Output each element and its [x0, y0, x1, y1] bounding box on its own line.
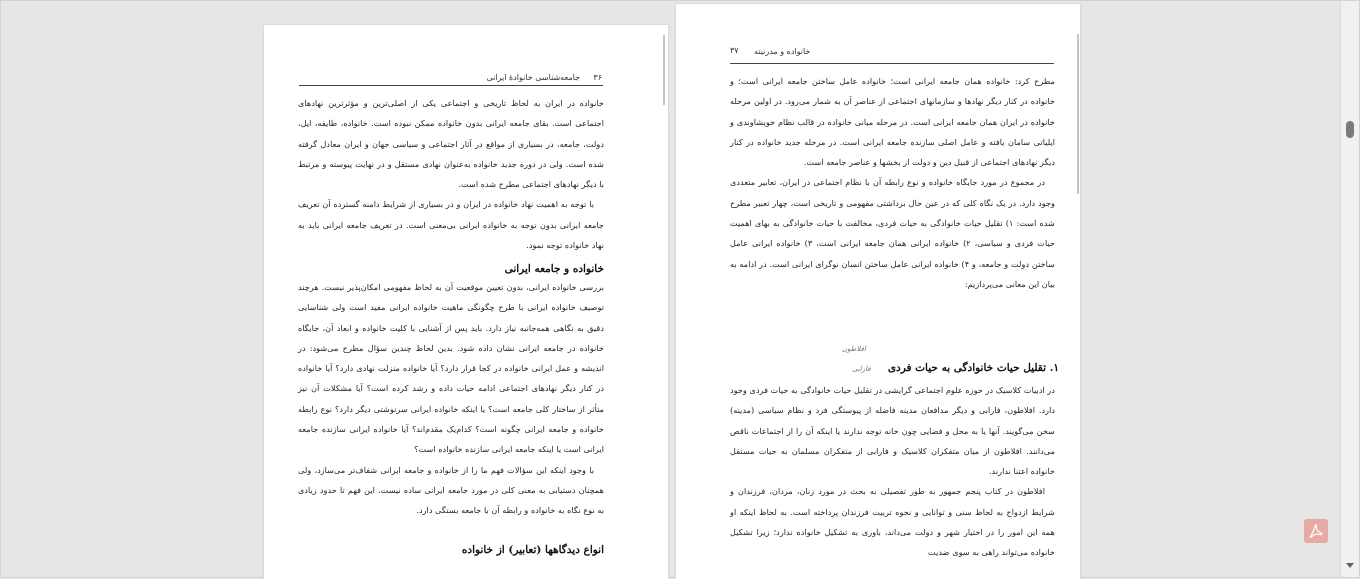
paragraph: بررسی خانواده ایرانی، بدون تعیین موقعیت آن به لحاظ مفهومی امکان‌پذیر نیست. هرچند توصیف خانواده ایرانی با طرح چگونگی ماهیت خانواده ایرانی مفید است ولی شناسایی دقیق به نگاهی همه‌جانبه نیاز دارد. باید پس از آشنایی با کلیت خانواده و ابعاد آن، جایگاه خانواده در جامعه ایرانی نشان داده شود. بدین لحاظ چندین سؤال مطرح می‌شود: در اندیشه و عمل ایرانی خانواده در کجا قرار دارد؟ آیا خانواده منزلت نهادی دارد؟ آیا خانواده در کنار دیگر نهادهای اجتماعی ادامه حیات داده و رشد کرده است؟ آیا مشکلات آن نیز متأثر از ساختار کلی جامعه است؟ یا اینکه خانواده ایرانی سرنوشتی دیگر دارد؟ نوع رابطه خانواده و جامعه ایرانی چگونه است؟ کدام‌یک مقدم‌اند؟ آیا خانواده ایرانی سازنده جامعه ایرانی است یا اینکه جامعه ایرانی سازنده خانواده است؟ — [298, 282, 604, 455]
scrollbar-thumb[interactable] — [1346, 121, 1354, 138]
pdf-icon[interactable] — [1304, 519, 1328, 543]
page-37 — [676, 4, 1080, 579]
right-section-text — [730, 380, 1055, 563]
paragraph: افلاطون در کتاب پنجم جمهور به طور تفصیلی به بحث در مورد زنان، مردان، فرزندان و شرایط ازدواج به لحاظ سنی و توانایی و نحوه تربیت فرزندان پرداخته است. به لحاظ اینکه او همه این امور را در اختیار شهر و دولت می‌داند، باوری به تشکیل خانواده ندارد؛ زیرا تشکیل خانواده می‌تواند راهی به سوی ضدیت — [730, 486, 1055, 558]
paragraph: با وجود اینکه این سؤالات فهم ما را از خانواده و جامعه ایرانی شفاف‌تر می‌سازد، ولی همچنان دستیابی به معنی کلی در مورد جامعه ایرانی ساده نیست. این فهم تا حدود زیادی به نوع نگاه به خانواده و رابطه آن با جامعه بستگی دارد. — [298, 464, 604, 516]
scan-edge-mark — [663, 35, 665, 105]
chevron-down-icon[interactable] — [1346, 563, 1354, 568]
paragraph: در مجموع در مورد جایگاه خانواده و نوع رابطه آن با نظام اجتماعی در ایران، تعابیر متعددی وجود دارد. در یک نگاه کلی که در عین حال برداشتی مفهومی و تاریخی است، چهار تعبیر مطرح شده است: ۱) تقلیل حیات خانوادگی به حیات فردی، مخالفت با حیات خانوادگی به بهای اهمیت حیات فردی و سیاسی، ۲) خانواده ایرانی همان جامعه ایرانی است، ۳) خانواده ایرانی عامل ساختن دولت و جامعه، و ۴) خانواده ایرانی عامل ساختن انسان نوگرای ایرانی است. در ادامه به بیان این معانی می‌پردازیم: — [730, 177, 1055, 289]
section-heading: خانواده و جامعه ایرانی — [504, 263, 604, 275]
header-rule — [730, 63, 1054, 64]
section-heading: انواع دیدگاهها (تعابیر) از خانواده — [461, 544, 604, 556]
right-intro-text — [730, 71, 1055, 294]
paragraph: خانواده در ایران به لحاظ تاریخی و اجتماعی یکی از اصلی‌ترین و مؤثرترین نهادهای اجتماعی است. بقای جامعه ایرانی بدون خانواده ممکن نبوده است. خانواده، طایفه، ایل، دولت، جامعه، در بسیاری از مواقع در آثار اجتماعی و سیاسی جهان و ایران معادل گرفته شده است. ولی در دوره جدید خانواده به‌عنوان نهادی مستقل و در نهایت پیوسته و مرتبط با دیگر نهادهای اجتماعی مطرح شده است. — [298, 98, 604, 190]
vertical-scrollbar[interactable] — [1340, 1, 1359, 577]
page-36 — [264, 25, 668, 579]
acrobat-icon — [1308, 523, 1324, 539]
scan-edge-mark — [1077, 34, 1079, 194]
paragraph: در ادبیات کلاسیک در حوزه علوم اجتماعی گرایشی در تقلیل حیات خانوادگی به حیات فردی وجود دارد. افلاطون، فارابی و دیگر مدافعان مدینه فاضله از پیوستگی فرد و نظام سیاسی (مدینه) سخن می‌گویند. آنها یا به محل و فضایی چون خانه توجه ندارند یا اینکه آن را از اجتماعات ناقص می‌دانند. افلاطون از میان متفکران کلاسیک و فارابی از متفکران مسلمان به حیات مستقل خانواده اعتنا ندارند. — [730, 385, 1055, 477]
left-section-text — [298, 277, 604, 521]
running-head-page-number: ۳۷ — [730, 46, 739, 55]
header-rule — [299, 85, 603, 86]
running-head-title: خانواده و مدرنیته — [754, 47, 811, 56]
handwritten-note: افلاطون — [842, 345, 866, 353]
running-head-page-number: ۳۶ — [593, 73, 602, 82]
paragraph: مطرح کرد: خانواده همان جامعه ایرانی است؛ خانواده عامل ساختن جامعه ایرانی است؛ و خانواده در کنار دیگر نهادها و سازمانهای اجتماعی از عناصر آن به شمار می‌رود. در اولین مرحله خانواده در ایران همان جامعه ایرانی است. در مرحله میانی خانواده در قالب نظام خویشاوندی و ایلیاتی سامان یافته و عامل اصلی سازنده جامعه ایرانی است. در مرحله جدید خانواده در کنار دیگر نهادهای اجتماعی از قبیل دین و دولت از بخشها و عناصر جامعه است. — [730, 76, 1055, 168]
paragraph: با توجه به اهمیت نهاد خانواده در ایران و در بسیاری از شرایط دامنه گسترده آن تعریف جامعه ایرانی بدون توجه به خانواده ایرانی بی‌معنی است. در تعریف جامعه ایرانی باید به نهاد خانواده توجه نمود. — [298, 199, 604, 251]
running-head-title: جامعه‌شناسی خانوادهٔ ایرانی — [486, 73, 580, 82]
left-intro-text — [298, 93, 604, 255]
section-heading: ۱. تقلیل حیات خانوادگی به حیات فردی — [887, 362, 1059, 374]
handwritten-note: فارابی — [852, 365, 871, 373]
